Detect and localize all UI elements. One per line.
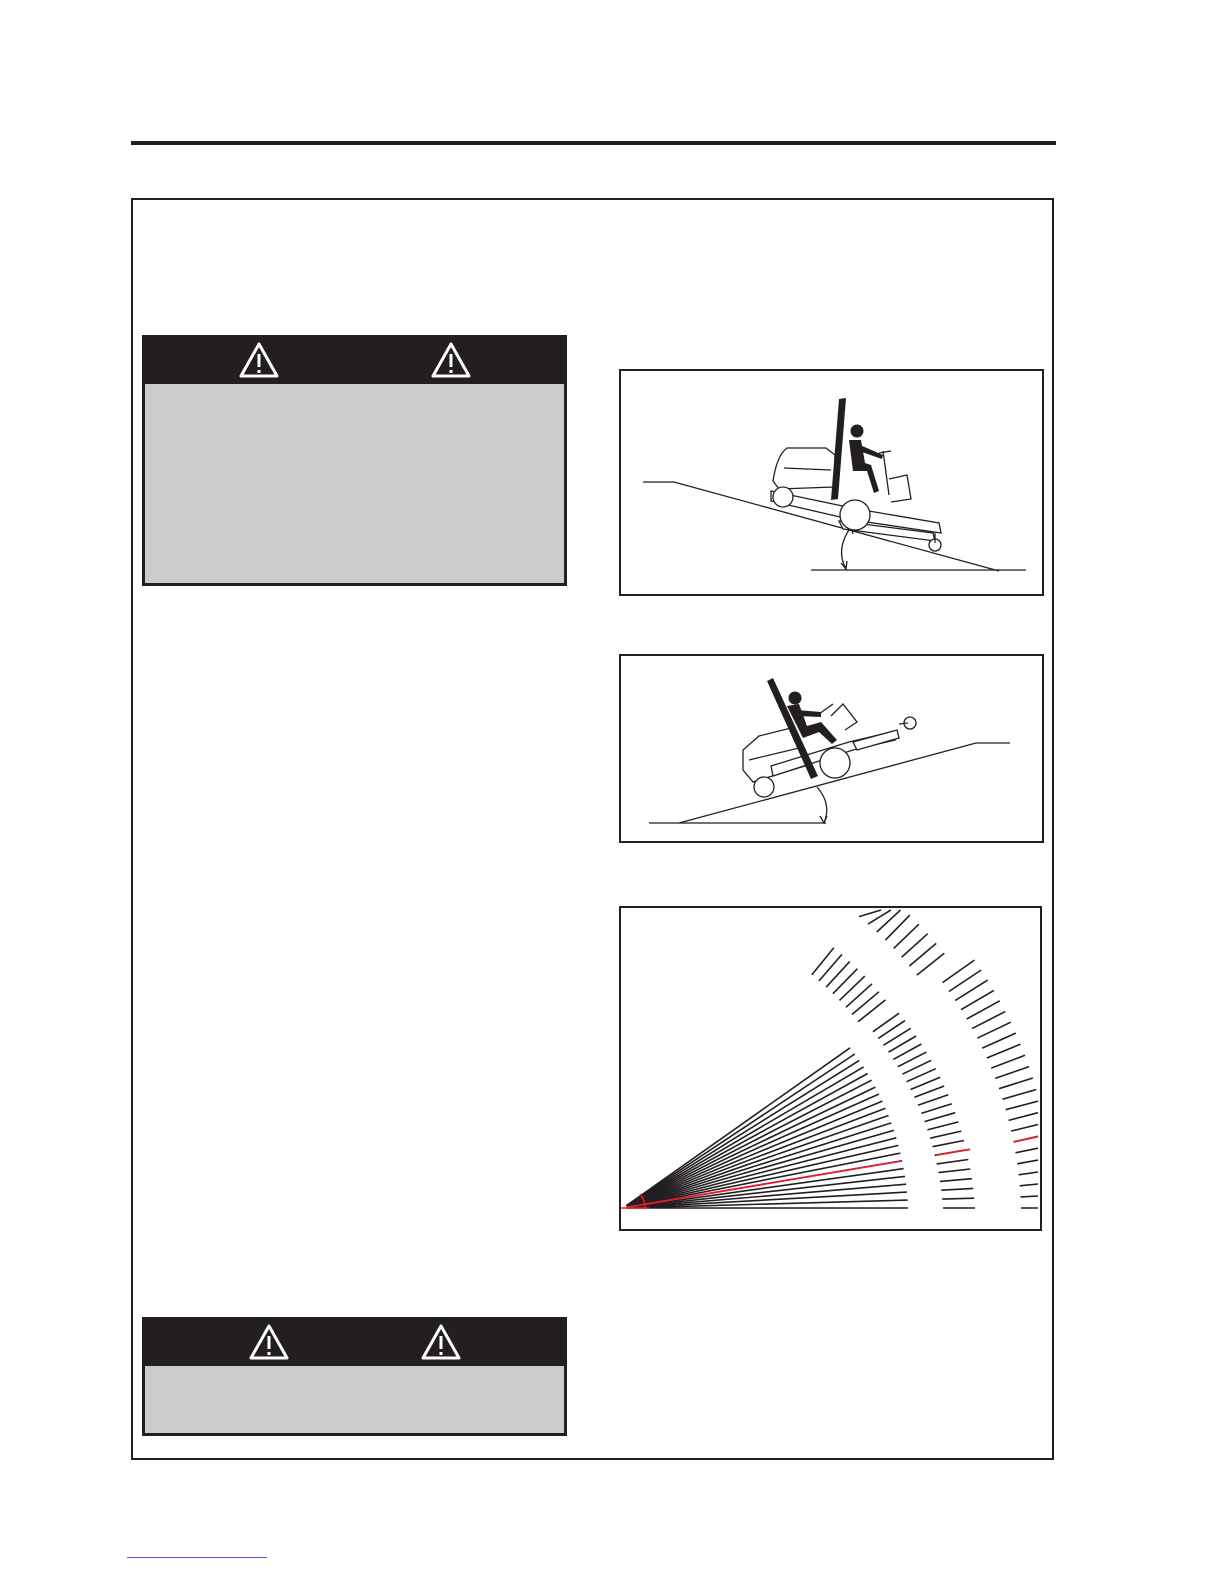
gauge-highlight-tick	[1014, 1137, 1039, 1142]
gauge-tick	[943, 960, 975, 983]
rear-wheel	[773, 487, 793, 507]
gauge-tick	[995, 1067, 1029, 1079]
gauge-tick	[911, 1077, 941, 1089]
rops-bar	[831, 398, 846, 500]
gauge-tick	[873, 1013, 899, 1031]
gauge-tick	[942, 1198, 974, 1199]
gauge-tick	[1016, 1148, 1039, 1153]
gauge-tick	[977, 1022, 1011, 1038]
gauge-tick	[852, 992, 879, 1015]
gauge-tick	[878, 1021, 905, 1039]
gauge-tick	[884, 1028, 911, 1045]
gauge-tick	[1003, 1090, 1037, 1100]
gauge-line	[627, 1123, 892, 1207]
gauge-tick	[921, 1104, 952, 1114]
gauge-tick	[991, 1055, 1025, 1068]
gauge-tick	[812, 948, 834, 975]
gauge-tick	[927, 1122, 958, 1130]
downhill-mower-illustration	[621, 371, 1042, 594]
gauge-tick	[1011, 1125, 1038, 1132]
gauge-tick	[940, 1179, 972, 1182]
gauge-tick	[840, 976, 865, 1000]
warning-triangle-icon	[239, 342, 279, 378]
drive-wheel	[840, 500, 870, 530]
footer-link-underline[interactable]	[127, 1557, 267, 1558]
warning-triangle-icon	[421, 1324, 461, 1360]
warning-header	[145, 1320, 564, 1366]
gauge-tick	[999, 1078, 1033, 1089]
gauge-tick	[918, 1095, 948, 1106]
warning-box-bottom	[142, 1317, 567, 1436]
operator-head	[851, 425, 864, 438]
gauge-tick	[930, 1131, 961, 1138]
gauge-tick	[1017, 1160, 1038, 1164]
drive-wheel	[820, 748, 850, 778]
slope-gauge-illustration	[621, 908, 1040, 1229]
gauge-tick	[833, 969, 858, 994]
gauge-tick	[1009, 1113, 1038, 1121]
uphill-mower-illustration	[621, 656, 1042, 841]
gauge-tick	[859, 910, 881, 917]
slope-angle-arc	[817, 787, 827, 823]
gauge-highlight-tick	[937, 1149, 971, 1155]
gauge-tick	[846, 984, 872, 1008]
gauge-tick	[914, 1086, 944, 1097]
figure-uphill-mower	[619, 654, 1044, 843]
warning-box-top	[142, 335, 567, 586]
gauge-tick	[937, 1160, 969, 1164]
operator-arm	[797, 710, 821, 717]
gauge-tick	[826, 961, 850, 987]
rear-wheel	[754, 777, 774, 797]
gauge-tick	[925, 1113, 956, 1122]
mower-deck	[853, 730, 899, 750]
gauge-tick	[819, 954, 842, 981]
slope-line	[643, 482, 999, 571]
gauge-tick	[1006, 1101, 1038, 1110]
gauge-tick	[982, 1033, 1016, 1048]
warning-triangle-icon	[249, 1324, 289, 1360]
gauge-tick	[941, 1188, 973, 1190]
gauge-tick	[939, 1169, 971, 1173]
figure-slope-gauge	[619, 906, 1042, 1231]
warning-triangle-icon	[431, 342, 471, 378]
header-rule	[131, 141, 1056, 145]
gauge-tick	[1020, 1184, 1038, 1186]
gauge-tick	[1021, 1196, 1039, 1197]
gauge-tick	[858, 1000, 885, 1022]
figure-downhill-mower	[619, 369, 1044, 596]
gauge-tick	[933, 1141, 964, 1147]
gauge-tick	[1019, 1172, 1038, 1175]
gauge-line	[626, 1054, 855, 1206]
gauge-tick	[987, 1044, 1021, 1058]
warning-header	[145, 338, 564, 384]
operator-head	[789, 692, 802, 705]
gauge-line	[627, 1101, 883, 1206]
gauge-tick	[949, 970, 981, 992]
